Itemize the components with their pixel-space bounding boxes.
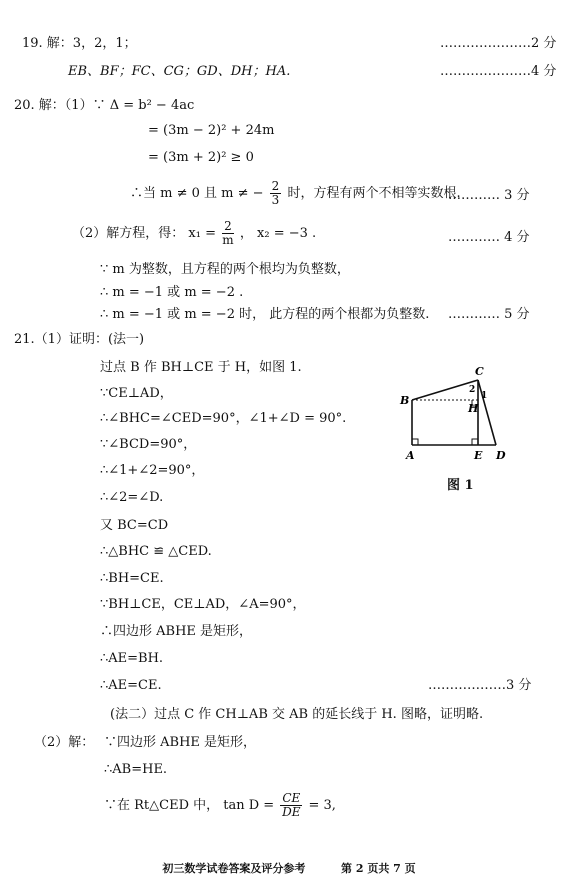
q21-proof-line-10: ∵BH⊥CE，CE⊥AD，∠A=90°， — [100, 597, 306, 612]
page-footer — [0, 860, 578, 876]
q20-conclusion-line: ∴ m = −1 或 m = −2 时， 此方程的两个根都为负整数. — [100, 307, 430, 322]
fraction-numerator: 2 — [224, 219, 232, 233]
q19-answer-line: 19. 解：3，2，1； — [22, 36, 137, 51]
q20-part2-fraction — [222, 220, 234, 247]
q21-tan-post: = 3, — [308, 798, 336, 814]
q20-score-4: ………… 4 分 — [448, 230, 530, 245]
q21-part2-line-1: ∵四边形 ABHE 是矩形， — [104, 735, 257, 750]
q19-pairs-line: EB、BF；FC、CG；GD、DH；HA. — [68, 64, 291, 79]
label-c: C — [475, 365, 484, 378]
q21-proof-line-4: ∵∠BCD=90°， — [100, 437, 197, 452]
right-angle-mark-a — [412, 439, 418, 445]
q21-proof-line-9: ∴BH=CE. — [100, 571, 164, 586]
q20-m-values-line: ∴ m = −1 或 m = −2 . — [100, 285, 244, 300]
q21-proof-line-1: 过点 B 作 BH⊥CE 于 H，如图 1. — [100, 360, 302, 375]
q20-step-1: = (3m − 2)² + 24m — [148, 123, 275, 138]
q20-condition-fraction — [270, 180, 282, 207]
fraction-numerator: 2 — [271, 179, 280, 193]
q21-part2-label: （2）解： — [34, 735, 95, 750]
q20-score-5: ………… 5 分 — [448, 307, 530, 322]
q21-proof-line-7: 又 BC=CD — [100, 518, 169, 533]
fraction-denominator: 3 — [271, 193, 280, 208]
figure-caption: 图 1 — [447, 478, 474, 493]
q21-tan-pre: ∵在 Rt△CED 中， tan D = — [104, 798, 275, 814]
fraction-denominator: DE — [282, 805, 301, 820]
label-h: H — [468, 402, 479, 415]
label-angle-1: 1 — [481, 391, 488, 401]
q21-proof-line-12: ∴AE=BH. — [100, 651, 164, 666]
q21-proof-line-11: ∴四边形 ABHE 是矩形， — [100, 624, 253, 639]
q21-score-3: ………………3 分 — [428, 678, 532, 693]
segment-cd — [478, 380, 496, 445]
q21-method-2: (法二）过点 C 作 CH⊥AB 交 AB 的延长线于 H. 图略，证明略. — [110, 707, 484, 722]
q21-heading: 21.（1）证明：(法一) — [14, 332, 145, 347]
q20-score-3: ………… 3 分 — [448, 188, 530, 203]
q20-part2-pre: （2）解方程，得： x₁ = — [72, 226, 216, 242]
q20-integer-line: ∵ m 为整数，且方程的两个根均为负整数， — [100, 262, 350, 277]
q21-proof-line-2: ∵CE⊥AD， — [100, 386, 173, 401]
q20-condition-post: 时，方程有两个不相等实数根. — [287, 186, 461, 202]
label-d: D — [496, 449, 506, 462]
q21-proof-line-5: ∴∠1+∠2=90°， — [100, 463, 205, 478]
q21-proof-line-3: ∴∠BHC=∠CED=90°，∠1+∠D = 90°. — [100, 411, 347, 426]
q20-step-2: = (3m + 2)² ≥ 0 — [148, 150, 254, 165]
q20-part2-post: ， x₂ = −3 . — [239, 226, 317, 242]
footer-title: 初三数学试卷答案及评分参考 — [162, 862, 306, 875]
fraction-denominator: m — [222, 233, 234, 248]
fraction-numerator: CE — [282, 791, 301, 805]
q21-proof-line-8: ∴△BHC ≌ △CED. — [100, 544, 212, 559]
q21-part2-line-3 — [104, 792, 336, 819]
q21-part2-line-2: ∴AB=HE. — [104, 762, 168, 777]
label-b: B — [400, 394, 410, 407]
q19-score-4: …………………4 分 — [440, 64, 557, 79]
right-angle-mark-e — [472, 439, 478, 445]
label-angle-2: 2 — [469, 385, 476, 395]
q20-condition-line — [130, 180, 461, 207]
q21-proof-line-6: ∴∠2=∠D. — [100, 490, 164, 505]
geometry-figure-1 — [392, 360, 522, 470]
label-e: E — [474, 449, 483, 462]
q20-heading: 20. 解：（1）∵ Δ = b² − 4ac — [14, 98, 195, 113]
q19-score-2: …………………2 分 — [440, 36, 557, 51]
q20-condition-pre: ∴当 m ≠ 0 且 m ≠ − — [130, 186, 264, 202]
label-a: A — [406, 449, 415, 462]
q21-proof-line-13: ∴AE=CE. — [100, 678, 162, 693]
q20-part2-line — [72, 220, 316, 247]
q21-tan-fraction — [280, 792, 302, 819]
footer-page-number: 第 2 页共 7 页 — [341, 862, 416, 875]
